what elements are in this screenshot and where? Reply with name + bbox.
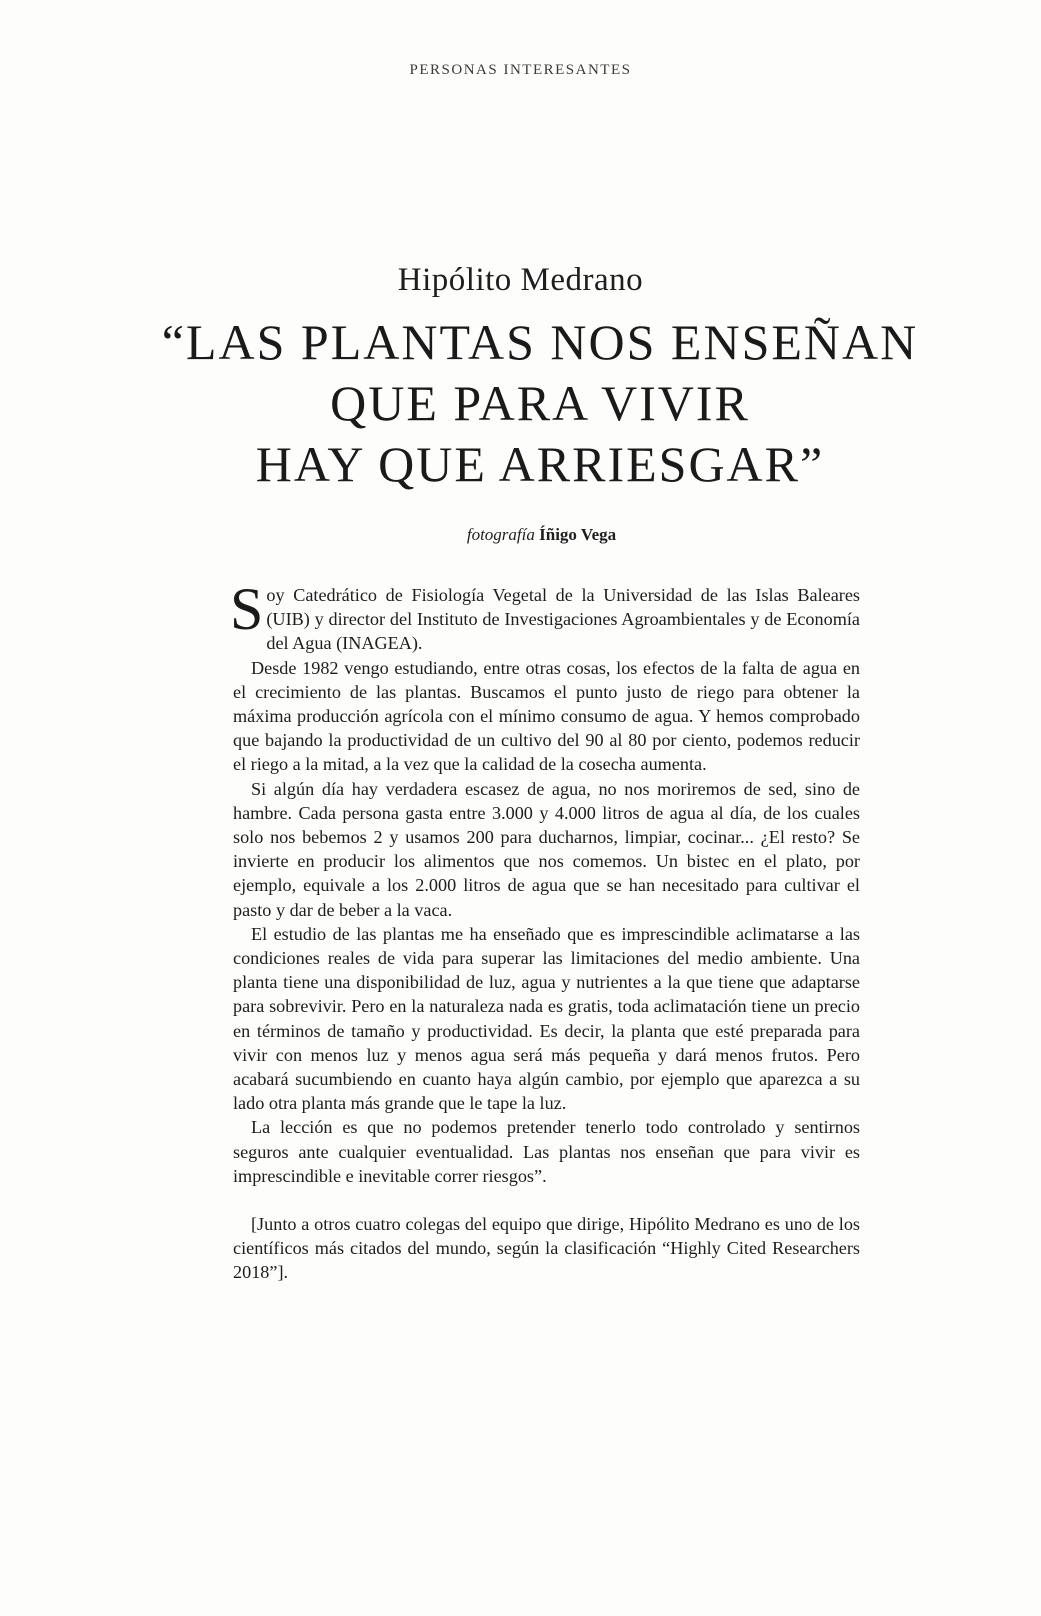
drop-cap: S xyxy=(230,576,264,642)
photo-credit xyxy=(0,525,1041,545)
photo-credit-name: Íñigo Vega xyxy=(539,525,617,544)
article-title xyxy=(60,312,1020,495)
article-body xyxy=(230,576,860,1285)
paragraph-text: oy Catedrático de Fisiología Vegetal de la Universidad de las Islas Baleares (UIB) y director del Instituto de Investigaciones Agroambientales y de Economía del Agua (INAGEA). xyxy=(266,585,860,654)
title-line: QUE PARA VIVIR xyxy=(330,375,750,431)
running-head: PERSONAS INTERESANTES xyxy=(409,62,632,78)
editorial-note: [Junto a otros cuatro colegas del equipo que dirige, Hipólito Medrano es uno de los científicos más citados del mundo, según la clasificación “Highly Cited Researchers 2018”]. xyxy=(233,1214,860,1283)
title-line: HAY QUE ARRIESGAR” xyxy=(255,436,825,492)
body-paragraph: Si algún día hay verdadera escasez de agua, no nos moriremos de sed, sino de hambre. Cada persona gasta entre 3.000 y 4.000 litros de agua al día, de los cuales solo nos bebemos 2 y usamos 200 para ducharnos, limpiar, cocinar... ¿El resto? Se invierte en producir los alimentos que nos comemos. Un bistec en el plato, por ejemplo, equivale a los 2.000 litros de agua que se han necesitado para cultivar el pasto y dar de beber a la vaca. xyxy=(233,778,860,920)
author-name: Hipólito Medrano xyxy=(397,262,644,298)
body-paragraph: Desde 1982 vengo estudiando, entre otras cosas, los efectos de la falta de agua en el crecimiento de las plantas. Buscamos el punto justo de riego para obtener la máxima producción agrícola con el mínimo consumo de agua. Y hemos comprobado que bajando la productividad de un cultivo del 90 al 80 por ciento, podemos reducir el riego a la mitad, a la vez que la calidad de la cosecha aumenta. xyxy=(233,657,860,775)
body-paragraph: El estudio de las plantas me ha enseñado que es imprescindible aclimatarse a las condiciones reales de vida para superar las limitaciones del medio ambiente. Una planta tiene una disponibilidad de luz, agua y nutrientes a la que tiene que adaptarse para sobrevivir. Pero en la naturaleza nada es gratis, toda aclimatación tiene un precio en términos de tamaño y productividad. Es decir, la planta que esté preparada para vivir con menos luz y menos agua será más pequeña y dará menos frutos. Pero acabará sucumbiendo en cuanto haya algún cambio, por ejemplo que aparezca a su lado otra planta más grande que le tape la luz. xyxy=(233,923,860,1114)
body-paragraph: La lección es que no podemos pretender tenerlo todo controlado y sentirnos seguros ante cualquier eventualidad. Las plantas nos enseñan que para vivir es imprescindible e inevitable correr riesgos”. xyxy=(233,1117,860,1186)
photo-credit-role: fotografía xyxy=(466,525,535,544)
title-line: “LAS PLANTAS NOS ENSEÑAN xyxy=(161,314,919,370)
body-paragraph xyxy=(230,576,860,656)
